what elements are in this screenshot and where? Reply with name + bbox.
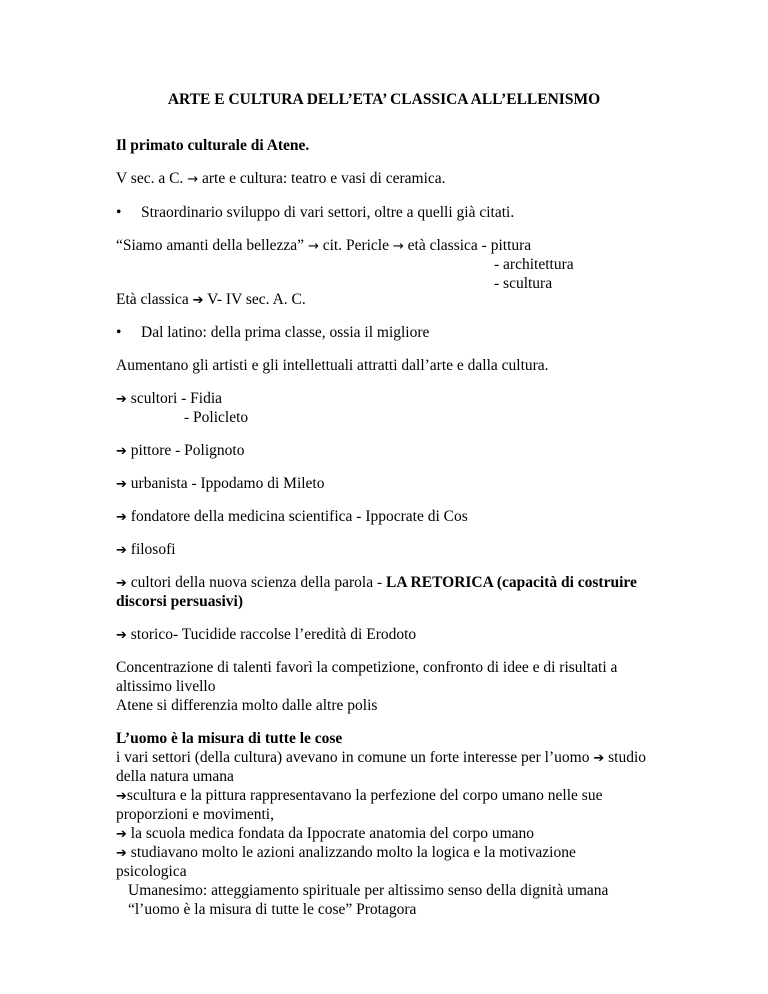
bullet-icon: • xyxy=(116,204,122,221)
line-eta-classica xyxy=(116,290,736,310)
urbanista-text: urbanista - Ippodamo di Mileto xyxy=(130,475,325,492)
list-item-fondatore xyxy=(116,507,736,527)
paragraph-aumentano: Aumentano gli artisti e gli intellettuali attratti dall’arte e dalla cultura. xyxy=(116,357,549,374)
paragraph-studiavano xyxy=(116,843,736,863)
eta-classica-label: Età classica xyxy=(116,291,189,308)
quote-eta-classica: età classica - pittura xyxy=(407,237,532,254)
storico-text: storico- Tucidide raccolse l’eredità di Erodoto xyxy=(130,626,417,643)
thin-arrow-icon: → xyxy=(392,239,404,254)
cultori-text: cultori della nuova scienza della parola - xyxy=(130,574,386,591)
pittore-text: pittore - Polignoto xyxy=(130,442,245,459)
eta-classica-dates: V- IV sec. A. C. xyxy=(207,291,306,308)
paragraph-umanesimo: Umanesimo: atteggiamento spirituale per altissimo senso della dignità umana xyxy=(128,882,609,899)
bold-arrow-icon: ➔ xyxy=(116,543,127,558)
paragraph-scuola-medica xyxy=(116,824,736,844)
list-item-cultori xyxy=(116,573,736,593)
paragraph-psicologica: psicologica xyxy=(116,863,187,880)
list-item-filosofi xyxy=(116,540,736,560)
bullet-text-latino: Dal latino: della prima classe, ossia il migliore xyxy=(141,324,430,341)
list-item-pittore xyxy=(116,441,736,461)
bold-arrow-icon: ➔ xyxy=(116,576,127,591)
retorica-continuation: discorsi persuasivi) xyxy=(116,593,244,610)
line-v-sec-right: arte e cultura: teatro e vasi di ceramica. xyxy=(201,170,446,187)
list-item-urbanista xyxy=(116,474,736,494)
bullet-text-sviluppo: Straordinario sviluppo di vari settori, oltre a quelli già citati. xyxy=(141,204,515,221)
line-pericle-quote xyxy=(116,236,736,256)
list-item-scultura: - scultura xyxy=(494,275,553,292)
bold-arrow-icon: ➔ xyxy=(192,293,204,308)
line-v-sec-left: V sec. a C. xyxy=(116,170,184,187)
list-item-scultori xyxy=(116,389,736,409)
bold-arrow-icon: ➔ xyxy=(593,751,605,766)
paragraph-concentrazione-2: altissimo livello xyxy=(116,678,216,695)
paragraph-natura-umana: della natura umana xyxy=(116,768,234,785)
paragraph-proporzioni: proporzioni e movimenti, xyxy=(116,806,274,823)
paragraph-atene: Atene si differenzia molto dalle altre polis xyxy=(116,697,378,714)
retorica-text: LA RETORICA (capacità di costruire xyxy=(386,574,637,591)
bold-arrow-icon: ➔ xyxy=(116,444,127,459)
thin-arrow-icon: → xyxy=(187,172,199,187)
studiavano-text: studiavano molto le azioni analizzando molto la logica e la motivazione xyxy=(130,844,576,861)
list-item-storico xyxy=(116,625,736,645)
bold-arrow-icon: ➔ xyxy=(116,510,127,525)
section-heading-primato: Il primato culturale di Atene. xyxy=(116,137,310,154)
settori-text: i vari settori (della cultura) avevano in comune un forte interesse per l’uomo xyxy=(116,749,590,766)
bold-arrow-icon: ➔ xyxy=(116,477,127,492)
bold-arrow-icon: ➔ xyxy=(116,827,127,842)
bold-arrow-icon: ➔ xyxy=(116,846,127,861)
list-item-policleto: - Policleto xyxy=(184,409,249,426)
bold-arrow-icon: ➔ xyxy=(116,789,127,804)
fondatore-text: fondatore della medicina scientifica - Ippocrate di Cos xyxy=(130,508,468,525)
line-v-sec xyxy=(116,169,736,189)
paragraph-protagora: “l’uomo è la misura di tutte le cose” Protagora xyxy=(128,901,417,918)
scultura-text: scultura e la pittura rappresentavano la perfezione del corpo umano nelle sue xyxy=(126,787,603,804)
scuola-medica-text: la scuola medica fondata da Ippocrate anatomia del corpo umano xyxy=(130,825,535,842)
paragraph-concentrazione-1: Concentrazione di talenti favorì la competizione, confronto di idee e di risultati a xyxy=(116,659,618,676)
filosofi-text: filosofi xyxy=(130,541,176,558)
scultori-text: scultori - Fidia xyxy=(130,390,223,407)
bullet-icon: • xyxy=(116,324,122,341)
quote-bellezza: “Siamo amanti della bellezza” xyxy=(116,237,305,254)
bold-arrow-icon: ➔ xyxy=(116,392,127,407)
thin-arrow-icon: → xyxy=(307,239,319,254)
paragraph-settori xyxy=(116,748,736,768)
quote-pericle: cit. Pericle xyxy=(322,237,389,254)
document-title: ARTE E CULTURA DELL’ETA’ CLASSICA ALL’ELLENISMO xyxy=(167,91,601,108)
paragraph-scultura xyxy=(116,786,736,806)
section-heading-uomo: L’uomo è la misura di tutte le cose xyxy=(116,730,343,747)
bold-arrow-icon: ➔ xyxy=(116,628,127,643)
list-item-architettura: - architettura xyxy=(494,256,574,273)
studio-text: studio xyxy=(608,749,647,766)
